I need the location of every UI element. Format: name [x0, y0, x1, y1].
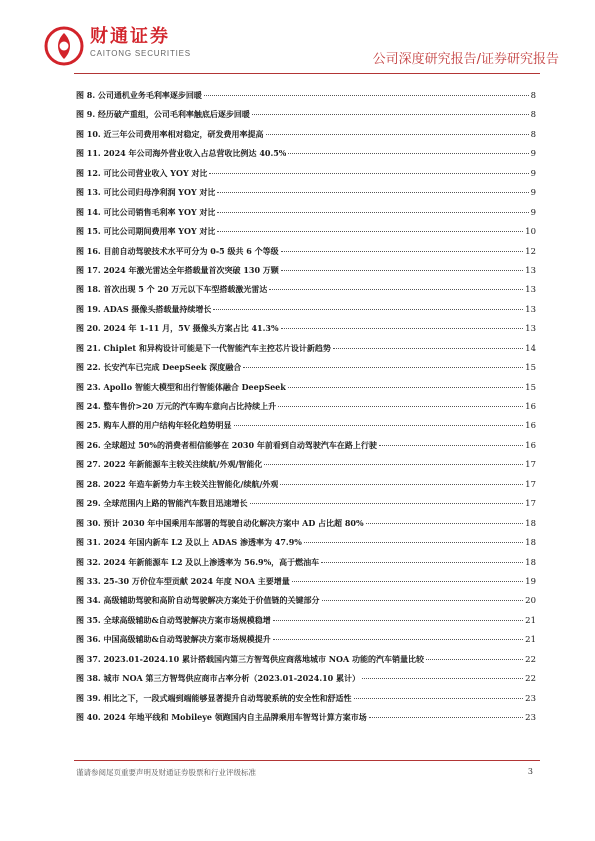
toc-entry[interactable]	[76, 246, 536, 265]
toc-dot-leader	[217, 231, 523, 232]
toc-dot-leader	[281, 251, 524, 252]
toc-entry-page: 9	[530, 188, 536, 199]
toc-entry[interactable]	[76, 168, 536, 187]
toc-dot-leader	[333, 348, 523, 349]
brand-name-cn: 财通证券	[90, 26, 170, 47]
toc-entry[interactable]	[76, 557, 536, 576]
toc-entry-page: 14	[525, 343, 536, 354]
toc-entry[interactable]	[76, 634, 536, 653]
toc-entry-label: 图 36. 中国高级辅助&自动驾驶解决方案市场规模提升	[76, 634, 271, 645]
toc-entry[interactable]	[76, 382, 536, 401]
toc-entry-label: 图 18. 首次出现 5 个 20 万元以下车型搭载激光雷达	[76, 284, 268, 295]
toc-entry[interactable]	[76, 576, 536, 595]
toc-entry-page: 9	[530, 207, 536, 218]
toc-entry-label: 图 16. 目前自动驾驶技术水平可分为 0-5 级共 6 个等级	[76, 245, 279, 256]
toc-entry-page: 23	[525, 693, 536, 704]
toc-entry-page: 13	[525, 304, 536, 315]
toc-entry-page: 18	[525, 518, 536, 529]
brand-name-en: CAITONG SECURITIES	[90, 49, 191, 58]
toc-entry-page: 17	[525, 479, 536, 490]
toc-entry-page: 10	[525, 227, 536, 238]
toc-entry-page: 8	[530, 110, 536, 121]
toc-entry-label: 图 30. 预计 2030 年中国乘用车部署的驾驶自动化解决方案中 AD 占比超 80%	[76, 517, 364, 528]
toc-entry-label: 图 38. 城市 NOA 第三方智驾供应商市占率分析（2023.01-2024.10 累计）	[76, 673, 361, 684]
toc-entry-label: 图 28. 2022 年造车新势力车主较关注智能化/续航/外观	[76, 478, 279, 489]
toc-entry-label: 图 11. 2024 年公司海外营业收入占总营收比例达 40.5%	[76, 148, 287, 159]
toc-entry[interactable]	[76, 420, 536, 439]
toc-entry-label: 图 15. 可比公司期间费用率 YOY 对比	[76, 226, 216, 237]
toc-entry-label: 图 22. 长安汽车已完成 DeepSeek 深度融合	[76, 362, 242, 373]
toc-entry-page: 8	[530, 91, 536, 101]
toc-entry-page: 16	[525, 421, 536, 432]
toc-entry[interactable]	[76, 207, 536, 226]
toc-dot-leader	[273, 639, 523, 640]
toc-dot-leader	[354, 698, 524, 699]
toc-dot-leader	[250, 503, 524, 504]
toc-dot-leader	[304, 542, 523, 543]
toc-entry-label: 图 32. 2024 年新能源车 L2 及以上渗透率为 56.9%，高于燃油车	[76, 556, 320, 567]
toc-entry-label: 图 21. Chiplet 和异构设计可能是下一代智能汽车主控芯片设计新趋势	[76, 342, 331, 353]
header-divider	[74, 73, 540, 74]
toc-entry-page: 20	[525, 596, 536, 607]
toc-entry-page: 9	[530, 168, 536, 179]
toc-dot-leader	[426, 659, 523, 660]
toc-dot-leader	[280, 484, 523, 485]
toc-dot-leader	[288, 387, 523, 388]
report-type-label: 公司深度研究报告/证券研究报告	[372, 52, 559, 67]
toc-entry-label: 图 31. 2024 年国内新车 L2 及以上 ADAS 渗透率为 47.9%	[76, 537, 302, 548]
brand-block	[90, 27, 191, 58]
toc-entry-page: 9	[530, 149, 536, 160]
footer-divider	[74, 760, 540, 761]
toc-entry-label: 图 27. 2022 年新能源车主较关注续航/外观/智能化	[76, 459, 263, 470]
toc-dot-leader	[252, 114, 529, 115]
toc-entry-page: 16	[525, 402, 536, 412]
toc-entry[interactable]	[76, 479, 536, 498]
toc-entry-label: 图 13. 可比公司归母净利润 YOY 对比	[76, 187, 216, 198]
toc-entry[interactable]	[76, 265, 536, 284]
toc-entry[interactable]	[76, 187, 536, 206]
toc-entry-label: 图 40. 2024 年地平线和 Mobileye 领跑国内自主品牌乘用车智驾计算方案市场	[76, 712, 367, 722]
toc-entry-label: 图 8. 公司通机业务毛利率逐步回暖	[76, 90, 202, 100]
toc-entry[interactable]	[76, 673, 536, 692]
toc-entry[interactable]	[76, 109, 536, 128]
caitong-logo-icon	[44, 26, 84, 66]
toc-entry[interactable]	[76, 284, 536, 303]
toc-entry[interactable]	[76, 459, 536, 478]
toc-entry-page: 17	[525, 460, 536, 471]
toc-dot-leader	[234, 425, 524, 426]
toc-entry-page: 18	[525, 538, 536, 549]
toc-entry-page: 15	[525, 382, 536, 393]
toc-dot-leader	[269, 289, 523, 290]
toc-entry-label: 图 37. 2023.01-2024.10 累计搭载国内第三方智驾供应商落地城市 NOA 功能的汽车销量比较	[76, 653, 425, 664]
toc-entry-label: 图 17. 2024 年激光雷达全年搭载量首次突破 130 万颗	[76, 264, 279, 275]
toc-dot-leader	[209, 173, 528, 174]
toc-dot-leader	[264, 464, 523, 465]
toc-entry-page: 19	[525, 576, 536, 587]
toc-dot-leader	[217, 192, 528, 193]
toc-entry[interactable]	[76, 615, 536, 634]
toc-entry[interactable]	[76, 654, 536, 673]
toc-entry-page: 22	[525, 674, 536, 685]
toc-entry[interactable]	[76, 440, 536, 459]
toc-entry-page: 8	[530, 129, 536, 140]
toc-entry[interactable]	[76, 362, 536, 381]
toc-dot-leader	[281, 270, 523, 271]
toc-entry-label: 图 19. ADAS 摄像头搭载量持续增长	[76, 303, 212, 314]
toc-entry-label: 图 33. 25-30 万价位车型贡献 2024 年度 NOA 主要增量	[76, 575, 290, 586]
toc-dot-leader	[322, 600, 524, 601]
toc-entry[interactable]	[76, 148, 536, 167]
toc-entry[interactable]	[76, 595, 536, 614]
toc-entry-page: 12	[525, 246, 536, 257]
toc-dot-leader	[204, 95, 529, 96]
toc-entry-page: 23	[525, 713, 536, 723]
toc-entry-label: 图 29. 全球范围内上路的智能汽车数目迅速增长	[76, 498, 248, 509]
toc-dot-leader	[266, 134, 529, 135]
toc-entry[interactable]	[76, 537, 536, 556]
toc-entry-page: 21	[525, 615, 536, 626]
toc-dot-leader	[379, 445, 523, 446]
toc-entry[interactable]	[76, 90, 536, 109]
toc-entry-label: 图 35. 全球高级辅助&自动驾驶解决方案市场规模稳增	[76, 614, 271, 625]
toc-entry-page: 13	[525, 324, 536, 335]
toc-entry-label: 图 39. 相比之下，一段式端到端能够显著提升自动驾驶系统的安全性和舒适性	[76, 692, 352, 703]
toc-entry-label: 图 25. 购车人群的用户结构年轻化趋势明显	[76, 420, 232, 431]
toc-entry[interactable]	[76, 323, 536, 342]
toc-entry[interactable]	[76, 518, 536, 537]
toc-entry-page: 18	[525, 557, 536, 568]
toc-entry-label: 图 14. 可比公司销售毛利率 YOY 对比	[76, 206, 216, 217]
toc-entry-label: 图 10. 近三年公司费用率相对稳定，研发费用率提高	[76, 128, 264, 139]
toc-entry-page: 15	[525, 363, 536, 374]
toc-entry-page: 13	[525, 265, 536, 276]
toc-entry-label: 图 12. 可比公司营业收入 YOY 对比	[76, 167, 208, 178]
toc-dot-leader	[281, 328, 524, 329]
toc-entry-page: 21	[525, 635, 536, 646]
toc-dot-leader	[292, 581, 523, 582]
toc-entry[interactable]	[76, 226, 536, 245]
toc-entry[interactable]	[76, 304, 536, 323]
toc-entry-page: 16	[525, 440, 536, 451]
toc-entry-page: 17	[525, 499, 536, 510]
toc-dot-leader	[369, 717, 523, 718]
toc-dot-leader	[366, 523, 524, 524]
toc-dot-leader	[362, 678, 523, 679]
toc-entry[interactable]	[76, 693, 536, 712]
toc-entry-label: 图 34. 高级辅助驾驶和高阶自动驾驶解决方案处于价值链的关键部分	[76, 595, 320, 606]
page-header	[0, 0, 595, 78]
figure-list	[76, 90, 536, 731]
toc-entry[interactable]	[76, 401, 536, 420]
toc-entry[interactable]	[76, 712, 536, 731]
toc-entry-page: 22	[525, 654, 536, 665]
toc-dot-leader	[288, 153, 528, 154]
toc-entry-label: 图 23. Apollo 智能大模型和出行智能体融合 DeepSeek	[76, 381, 286, 392]
toc-entry[interactable]	[76, 343, 536, 362]
toc-dot-leader	[217, 212, 528, 213]
toc-entry[interactable]	[76, 129, 536, 148]
toc-dot-leader	[213, 309, 523, 310]
toc-entry-page: 13	[525, 285, 536, 296]
toc-entry-label: 图 9. 经历破产重组，公司毛利率触底后逐步回暖	[76, 109, 250, 120]
toc-dot-leader	[243, 367, 523, 368]
toc-dot-leader	[273, 620, 523, 621]
page-number: 3	[527, 767, 533, 776]
footer-disclaimer: 谨请参阅尾页重要声明及财通证券股票和行业评级标准	[76, 768, 256, 777]
toc-dot-leader	[278, 406, 523, 407]
toc-entry-label: 图 26. 全球超过 50%的消费者相信能够在 2030 年前看到自动驾驶汽车在路上行驶	[76, 439, 377, 450]
toc-entry[interactable]	[76, 498, 536, 517]
toc-dot-leader	[321, 562, 523, 563]
toc-entry-label: 图 20. 2024 年 1-11 月，5V 摄像头方案占比 41.3%	[76, 323, 279, 334]
toc-entry-label: 图 24. 整车售价>20 万元的汽车购车意向占比持续上升	[76, 401, 277, 411]
